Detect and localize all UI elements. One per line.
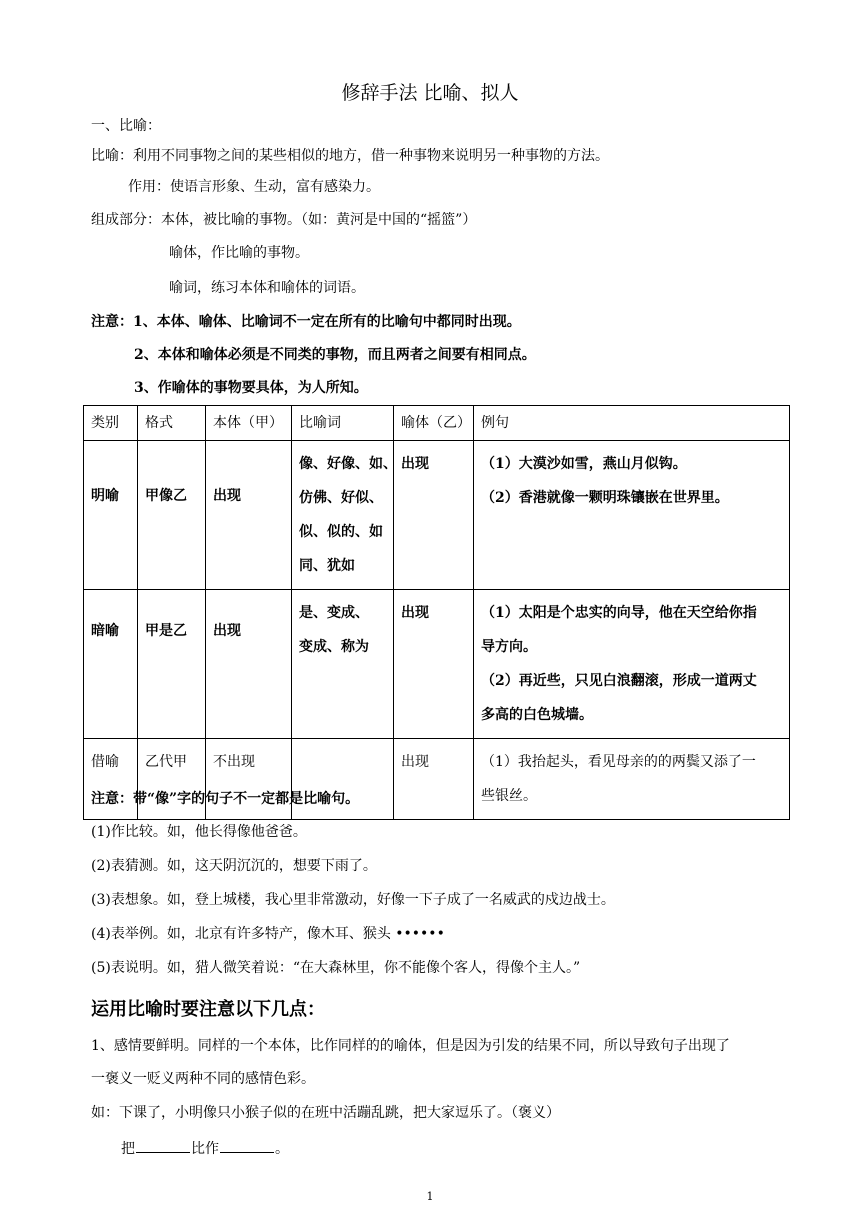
xiang-case: (3)表想象。如，登上城楼，我心里非常激动，好像一下子成了一名威武的戍边战士。 [91, 892, 615, 908]
type-cell: 暗喻 [84, 590, 138, 739]
words-line: 同、犹如 [299, 558, 355, 574]
fill-suffix: 。 [275, 1141, 289, 1157]
table-header-row [84, 406, 790, 441]
xiang-case: (1)作比较。如，他长得像他爸爸。 [91, 824, 307, 840]
header-cell: 格式 [138, 406, 206, 441]
point1-line-1: 1、感情要鲜明。同样的一个本体，比作同样的的喻体，但是因为引发的结果不同，所以导致句子出现了 [91, 1038, 730, 1054]
words-line: 仿佛、好似、 [299, 490, 383, 506]
header-cell: 比喻词 [292, 406, 394, 441]
example-line: （1）太阳是个忠实的向导，他在天空给你指 [481, 605, 757, 621]
fill-in-blank [121, 1138, 289, 1159]
type-cell: 借喻 [84, 739, 138, 820]
example-line: （2）再近些，只见白浪翻滚，形成一道两丈 [481, 673, 757, 689]
words-line: 像、好像、如、 [299, 456, 397, 472]
page-number: 1 [426, 1190, 434, 1203]
words-line: 变成、称为 [299, 639, 369, 655]
vehicle-cell: 出现 [394, 739, 474, 820]
example-line: （1）大漠沙如雪，燕山月似钩。 [481, 456, 687, 472]
words-line: 似、似的、如 [299, 524, 383, 540]
note-1: 注意：1、本体、喻体、比喻词不一定在所有的比喻句中都同时出现。 [91, 314, 521, 330]
ontology-cell: 出现 [206, 441, 292, 590]
format-cell: 乙代甲 [138, 739, 206, 820]
note-xiang: 注意：带“像”字的句子不一定都是比喻句。 [91, 791, 360, 807]
example-line: 多高的白色城墙。 [481, 707, 593, 723]
note-2: 2、本体和喻体必须是不同类的事物，而且两者之间要有相同点。 [134, 347, 536, 363]
header-cell: 喻体（乙） [394, 406, 474, 441]
point1-line-2: 一褒义一贬义两种不同的感情色彩。 [91, 1071, 315, 1087]
components-line-2: 喻体，作比喻的事物。 [169, 245, 309, 261]
xiang-case: (4)表举例。如，北京有许多特产，像木耳、猴头 •••••• [91, 926, 445, 942]
vehicle-cell: 出现 [394, 441, 474, 590]
note-3: 3、作喻体的事物要具体，为人所知。 [134, 380, 368, 396]
format-cell: 甲像乙 [138, 441, 206, 590]
example-line: （1）我抬起头，看见母亲的的两鬓又添了一 [481, 754, 756, 770]
header-cell: 本体（甲） [206, 406, 292, 441]
xiang-case: (2)表猜测。如，这天阴沉沉的，想要下雨了。 [91, 858, 377, 874]
definition-text: 比喻：利用不同事物之间的某些相似的地方，借一种事物来说明另一种事物的方法。 [91, 148, 609, 164]
section2-heading: 运用比喻时要注意以下几点： [91, 999, 325, 1020]
fill-prefix: 把 [121, 1141, 135, 1157]
words-cell [292, 441, 397, 590]
words-line: 是、变成、 [299, 605, 369, 621]
xiang-case: (5)表说明。如，猎人微笑着说：“在大森林里，你不能像个客人，得像个主人。” [91, 960, 581, 976]
example-line: （2）香港就像一颗明珠镶嵌在世界里。 [481, 490, 729, 506]
header-cell: 类别 [84, 406, 138, 441]
example-cell [474, 590, 790, 739]
type-cell: 明喻 [84, 441, 138, 590]
format-cell: 甲是乙 [138, 590, 206, 739]
blank-field[interactable] [220, 1138, 274, 1153]
components-line-1: 组成部分：本体，被比喻的事物。（如：黄河是中国的“摇篮”） [91, 212, 477, 228]
header-cell: 例句 [474, 406, 790, 441]
example-cell [474, 441, 790, 590]
example-sentence: 如：下课了，小明像只小猴子似的在班中活蹦乱跳，把大家逗乐了。（褒义） [91, 1105, 560, 1121]
example-line: 导方向。 [481, 639, 537, 655]
function-text: 作用：使语言形象、生动，富有感染力。 [128, 179, 380, 195]
metaphor-table [83, 405, 790, 820]
vehicle-cell: 出现 [394, 590, 474, 739]
ontology-cell: 出现 [206, 590, 292, 739]
table-row [84, 441, 790, 590]
page-title: 修辞手法 比喻、拟人 [341, 82, 519, 104]
blank-field[interactable] [136, 1138, 190, 1153]
ontology-cell: 不出现 [206, 739, 292, 820]
example-cell [474, 739, 790, 820]
words-cell [292, 590, 394, 739]
components-line-3: 喻词，练习本体和喻体的词语。 [169, 280, 365, 296]
fill-middle: 比作 [191, 1141, 219, 1157]
example-line: 些银丝。 [481, 788, 537, 804]
table-row [84, 590, 790, 739]
section1-heading: 一、比喻： [91, 118, 161, 134]
